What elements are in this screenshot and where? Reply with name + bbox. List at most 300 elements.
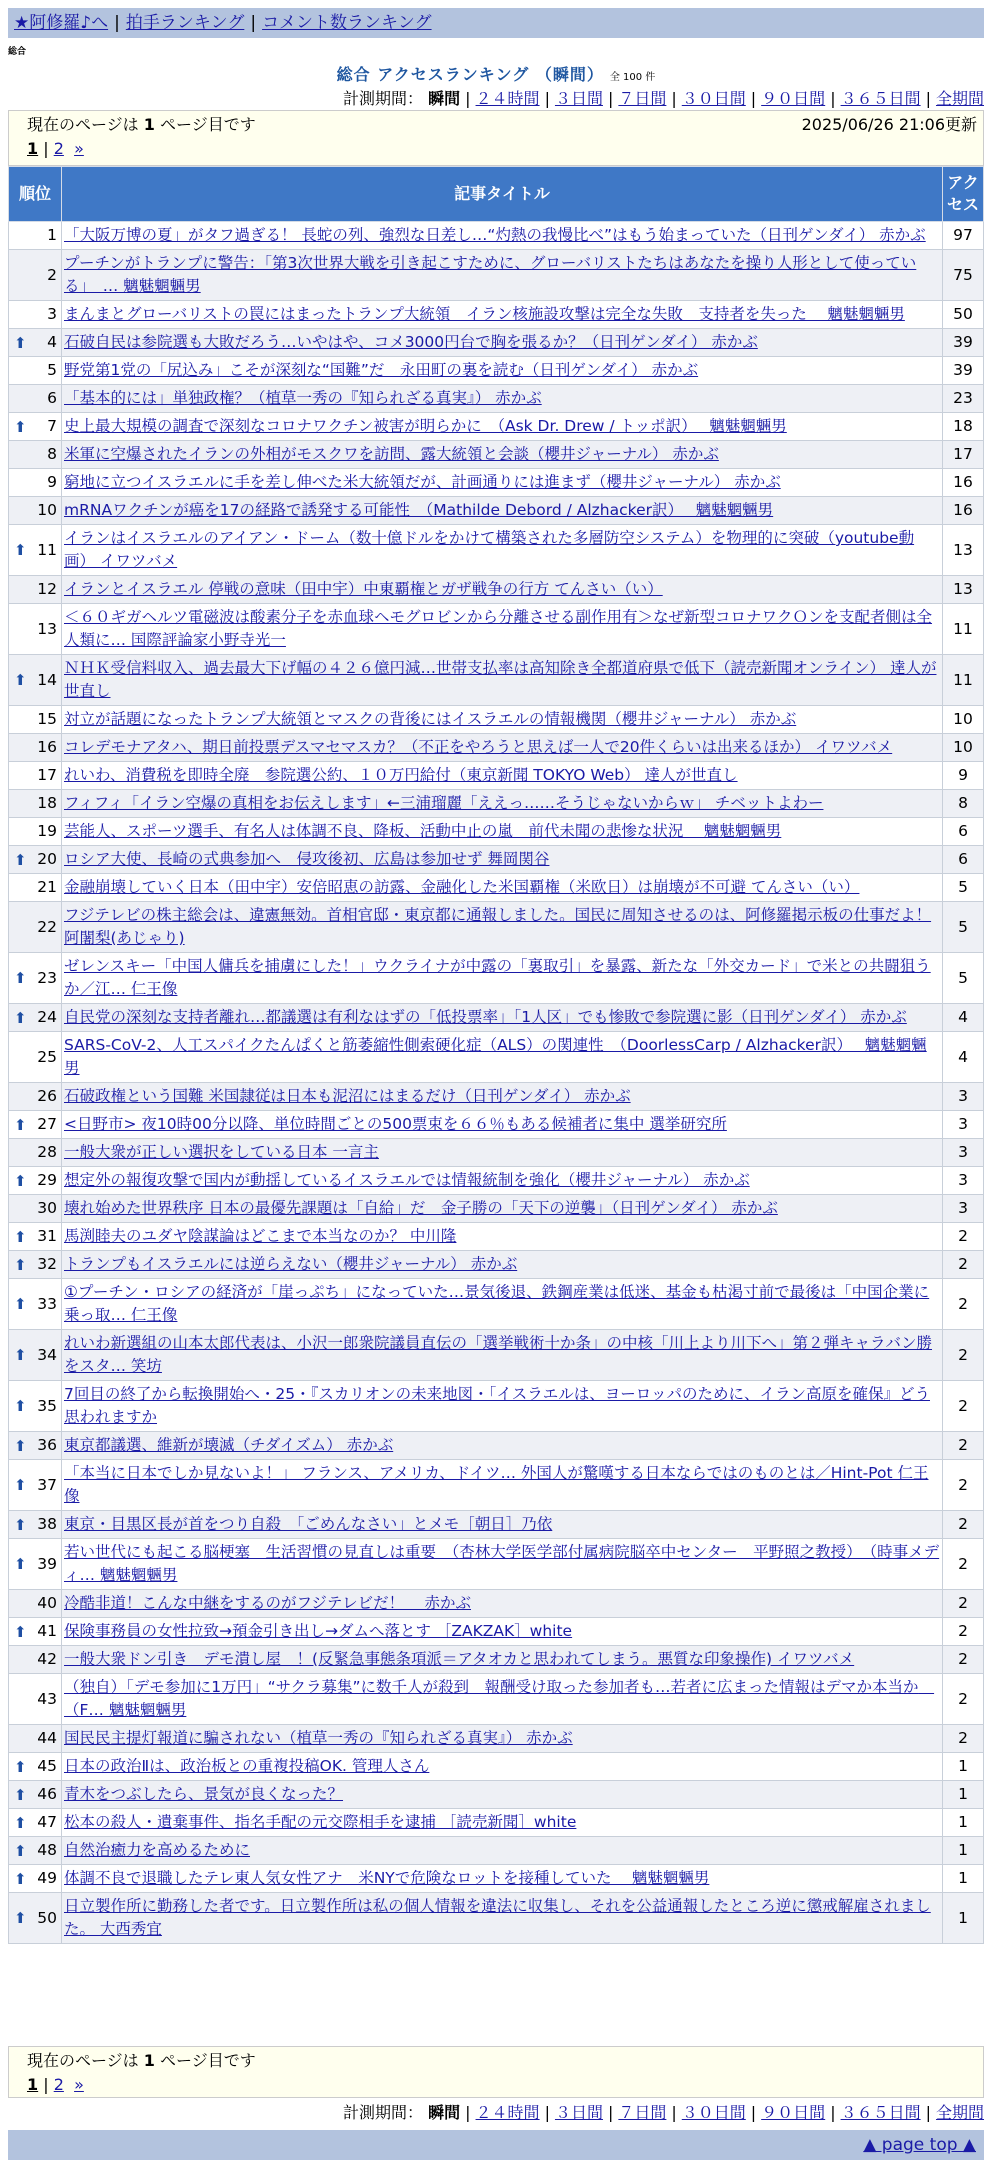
rank-number: 25 bbox=[37, 1047, 57, 1066]
title-cell bbox=[62, 1618, 943, 1646]
access-count: 2 bbox=[943, 1590, 984, 1618]
title-cell bbox=[62, 469, 943, 497]
title-cell bbox=[62, 846, 943, 874]
table-row bbox=[9, 1381, 984, 1432]
rank-up-arrow-icon: ⬆ bbox=[14, 671, 27, 689]
access-count: 2 bbox=[943, 1646, 984, 1674]
article-link[interactable]: 日本の政治Ⅱは、政治板との重複投稿OK. 管理人さん bbox=[64, 1757, 430, 1775]
article-link[interactable]: 体調不良で退職したテレ東人気女性アナ 米NYで危険なロットを接種していた 魑魅魍魎男 bbox=[64, 1869, 710, 1887]
pagination: 1 | 2 » bbox=[27, 2075, 84, 2094]
rank-number: 30 bbox=[37, 1199, 57, 1217]
access-count: 17 bbox=[943, 441, 984, 469]
period-selector-bottom: 計測期間： 瞬間 | ２４時間 | ３日間 | ７日間 | ３０日間 | ９０日間 | ３６５日間 | 全期間 bbox=[343, 2103, 984, 2122]
table-row bbox=[9, 846, 984, 874]
rank-number: 27 bbox=[37, 1115, 57, 1133]
rank-cell bbox=[9, 1460, 62, 1511]
title-cell bbox=[62, 1381, 943, 1432]
article-link[interactable]: 芸能人、スポーツ選手、有名人は体調不良、降板、活動中止の嵐 前代未聞の悲惨な状況 魑魅魍魎男 bbox=[64, 822, 782, 840]
rank-number: 36 bbox=[37, 1436, 57, 1454]
article-link[interactable]: SARS-CoV-2、人工スパイクたんぱくと筋萎縮性側索硬化症（ALS）の関連性 （DoorlessCarp / Alzhacker訳） 魑魅魍魎男 bbox=[64, 1036, 927, 1077]
access-count: 4 bbox=[943, 1004, 984, 1032]
rank-up-arrow-icon: ⬆ bbox=[14, 1255, 27, 1274]
article-link[interactable]: <日野市> 夜10時00分以降、単位時間ごとの500票束を６６％もある候補者に集中 選挙研究所 bbox=[64, 1115, 727, 1133]
rank-number: 34 bbox=[37, 1345, 57, 1364]
access-count: 3 bbox=[943, 1083, 984, 1111]
rank-number: 12 bbox=[37, 580, 57, 598]
table-row bbox=[9, 222, 984, 250]
rank-up-arrow-icon: ⬆ bbox=[14, 1555, 27, 1573]
rank-number: 16 bbox=[37, 738, 57, 756]
article-link[interactable]: 壊れ始めた世界秩序 日本の最優先課題は「自給」だ 金子勝の「天下の逆襲」（日刊ゲンダイ） 赤かぶ bbox=[64, 1199, 778, 1217]
article-link[interactable]: ゼレンスキー「中国人傭兵を捕虜にした！」ウクライナが中露の「裏取引」を暴露、新たな「外交カード」で米との共闘狙うか／江… 仁王像 bbox=[64, 957, 931, 998]
next-page-link[interactable]: » bbox=[74, 139, 84, 158]
table-row bbox=[9, 497, 984, 525]
title-cell bbox=[62, 1460, 943, 1511]
title-cell bbox=[62, 250, 943, 301]
period-7d-link[interactable]: ７日間 bbox=[618, 2103, 667, 2122]
article-link[interactable]: 保険事務員の女性拉致→預金引き出し→ダムへ落とす ［ZAKZAK］white bbox=[64, 1622, 573, 1640]
rank-cell bbox=[9, 1893, 62, 1944]
title-cell bbox=[62, 1330, 943, 1381]
period-24h-link[interactable]: ２４時間 bbox=[475, 89, 540, 108]
rank-up-arrow-icon: ⬆ bbox=[14, 1515, 27, 1534]
table-row bbox=[9, 357, 984, 385]
access-count: 16 bbox=[943, 497, 984, 525]
article-link[interactable]: 若い世代にも起こる脳梗塞 生活習慣の見直しは重要 （杏林大学医学部付属病院脳卒中センター 平野照之教授） （時事メディ… 魑魅魍魎男 bbox=[64, 1543, 940, 1584]
rank-number: 7 bbox=[47, 417, 57, 435]
period-30d-link[interactable]: ３０日間 bbox=[681, 2103, 746, 2122]
table-row bbox=[9, 329, 984, 357]
rank-cell bbox=[9, 1646, 62, 1674]
pager-bottom bbox=[8, 2046, 984, 2098]
title-cell bbox=[62, 818, 943, 846]
table-row bbox=[9, 953, 984, 1004]
article-link[interactable]: 馬渕睦夫のユダヤ陰謀論はどこまで本当なのか？ 中川隆 bbox=[64, 1227, 457, 1245]
access-count: 2 bbox=[943, 1223, 984, 1251]
access-count: 13 bbox=[943, 576, 984, 604]
table-row bbox=[9, 1725, 984, 1753]
rank-number: 31 bbox=[37, 1227, 57, 1245]
table-row bbox=[9, 1865, 984, 1893]
rank-number: 41 bbox=[37, 1622, 57, 1640]
table-row bbox=[9, 1590, 984, 1618]
access-count: 2 bbox=[943, 1539, 984, 1590]
table-row bbox=[9, 1674, 984, 1725]
period-90d-link[interactable]: ９０日間 bbox=[761, 2103, 826, 2122]
col-title-header: 記事タイトル bbox=[62, 167, 943, 222]
article-link[interactable]: れいわ、消費税を即時全廃 参院選公約、１０万円給付（東京新聞 TOKYO Web） 達人が世直し bbox=[64, 766, 738, 784]
rank-number: 38 bbox=[37, 1515, 57, 1533]
title-cell bbox=[62, 655, 943, 706]
page-2-link[interactable]: 2 bbox=[53, 139, 64, 158]
title-cell bbox=[62, 1646, 943, 1674]
article-link[interactable]: 「本当に日本でしか見ないよ！」 フランス、アメリカ、ドイツ… 外国人が驚嘆する日本ならではのものとは／Hint-Pot 仁王像 bbox=[64, 1464, 929, 1505]
rank-cell bbox=[9, 790, 62, 818]
rank-cell bbox=[9, 1511, 62, 1539]
nav-separator: | bbox=[114, 13, 120, 33]
period-3d-link[interactable]: ３日間 bbox=[554, 2103, 603, 2122]
access-count: 2 bbox=[943, 1511, 984, 1539]
table-row bbox=[9, 1539, 984, 1590]
page-2-link[interactable]: 2 bbox=[53, 2075, 64, 2094]
access-count: 11 bbox=[943, 655, 984, 706]
ranking-body bbox=[9, 222, 984, 1944]
access-count: 1 bbox=[943, 1865, 984, 1893]
rank-up-arrow-icon: ⬆ bbox=[14, 850, 27, 869]
table-row bbox=[9, 762, 984, 790]
table-row bbox=[9, 1646, 984, 1674]
ranking-table bbox=[8, 166, 984, 1944]
access-count: 39 bbox=[943, 329, 984, 357]
access-count: 2 bbox=[943, 1381, 984, 1432]
access-count: 5 bbox=[943, 953, 984, 1004]
period-all-link[interactable]: 全期間 bbox=[935, 89, 984, 108]
article-link[interactable]: トランプもイスラエルには逆らえない（櫻井ジャーナル） 赤かぶ bbox=[64, 1255, 518, 1273]
table-row bbox=[9, 706, 984, 734]
title-cell bbox=[62, 762, 943, 790]
rank-cell bbox=[9, 1725, 62, 1753]
article-link[interactable]: 一般大衆ドン引き デモ潰し屋 ！(反緊急事態条項派＝アタオカと思われてしまう。悪質な印象操作) イワツバメ bbox=[64, 1650, 855, 1668]
access-count: 18 bbox=[943, 413, 984, 441]
table-row bbox=[9, 1330, 984, 1381]
rank-number: 43 bbox=[37, 1689, 57, 1708]
rank-cell bbox=[9, 469, 62, 497]
title-cell bbox=[62, 953, 943, 1004]
article-link[interactable]: 野党第1党の「尻込み」こそが深刻な“国難”だ 永田町の裏を読む（日刊ゲンダイ） 赤かぶ bbox=[64, 361, 699, 379]
article-link[interactable]: れいわ新選組の山本太郎代表は、小沢一郎衆院議員直伝の「選挙戦術十か条」の中核「川上より川下へ」第２弾キャラバン勝をスタ… 笑坊 bbox=[64, 1334, 933, 1375]
table-row bbox=[9, 655, 984, 706]
rank-up-arrow-icon: ⬆ bbox=[14, 1008, 27, 1027]
rank-number: 24 bbox=[37, 1008, 57, 1026]
section-label: 総合 bbox=[8, 47, 27, 57]
access-count: 11 bbox=[943, 604, 984, 655]
table-row bbox=[9, 525, 984, 576]
rank-up-arrow-icon: ⬆ bbox=[14, 1785, 27, 1804]
article-link[interactable]: 東京都議選、維新が壊滅（チダイズム） 赤かぶ bbox=[64, 1436, 394, 1454]
rank-number: 37 bbox=[37, 1475, 57, 1494]
title-cell bbox=[62, 1865, 943, 1893]
title-cell bbox=[62, 1753, 943, 1781]
rank-cell bbox=[9, 1004, 62, 1032]
title-cell bbox=[62, 1139, 943, 1167]
access-count: 1 bbox=[943, 1893, 984, 1944]
access-count: 13 bbox=[943, 525, 984, 576]
article-link[interactable]: 石破自民は参院選も大敗だろう…いやはや、コメ3000円台で胸を張るか？（日刊ゲンダイ） 赤かぶ bbox=[64, 333, 758, 351]
rank-up-arrow-icon: ⬆ bbox=[14, 417, 27, 436]
access-count: 3 bbox=[943, 1195, 984, 1223]
rank-number: 40 bbox=[37, 1594, 57, 1612]
article-link[interactable]: ＜６０ギガヘルツ電磁波は酸素分子を赤血球ヘモグロビンから分離させる副作用有＞なぜ新型コロナワクＯンを支配者側は全人類に… 国際評論家小野寺光一 bbox=[64, 608, 933, 649]
rank-number: 5 bbox=[47, 361, 57, 379]
rank-number: 48 bbox=[37, 1841, 57, 1859]
rank-cell bbox=[9, 1330, 62, 1381]
table-row bbox=[9, 1139, 984, 1167]
rank-number: 19 bbox=[37, 822, 57, 840]
rank-number: 2 bbox=[47, 265, 57, 284]
rank-up-arrow-icon: ⬆ bbox=[14, 1841, 27, 1860]
title-cell bbox=[62, 1004, 943, 1032]
page-top-link[interactable]: ▲ page top ▲ bbox=[863, 2135, 976, 2155]
access-count: 1 bbox=[943, 1837, 984, 1865]
access-count: 3 bbox=[943, 1139, 984, 1167]
article-link[interactable]: 窮地に立つイスラエルに手を差し伸べた米大統領だが、計画通りには進まず（櫻井ジャーナル） 赤かぶ bbox=[64, 473, 781, 491]
rank-cell bbox=[9, 846, 62, 874]
period-24h-link[interactable]: ２４時間 bbox=[475, 2103, 540, 2122]
rank-cell bbox=[9, 902, 62, 953]
rank-number: 49 bbox=[37, 1869, 57, 1887]
period-current: 瞬間 bbox=[428, 89, 461, 108]
period-7d-link[interactable]: ７日間 bbox=[618, 89, 667, 108]
title-cell bbox=[62, 413, 943, 441]
title-cell bbox=[62, 441, 943, 469]
rank-cell bbox=[9, 604, 62, 655]
table-row bbox=[9, 1618, 984, 1646]
article-link[interactable]: 日立製作所に勤務した者です。日立製作所は私の個人情報を違法に収集し、それを公益通報したところ逆に懲戒解雇されました。 大西秀宜 bbox=[64, 1897, 931, 1938]
article-link[interactable]: まんまとグローバリストの罠にはまったトランプ大統領 イラン核施設攻撃は完全な失敗 支持者を失った 魑魅魍魎男 bbox=[64, 305, 905, 323]
article-link[interactable]: 史上最大規模の調査で深刻なコロナワクチン被害が明らかに （Ask Dr. Drew / トッポ訳） 魑魅魍魎男 bbox=[64, 417, 787, 435]
article-link[interactable]: ①プーチン・ロシアの経済が「崖っぷち」になっていた…景気後退、鉄鋼産業は低迷、基金も枯渇寸前で最後は「中国企業に乗っ取… 仁王像 bbox=[64, 1283, 930, 1324]
rank-cell bbox=[9, 734, 62, 762]
title-cell bbox=[62, 790, 943, 818]
page-1-current: 1 bbox=[27, 2075, 39, 2094]
rank-up-arrow-icon: ⬆ bbox=[14, 1436, 27, 1455]
table-row bbox=[9, 1032, 984, 1083]
rank-cell bbox=[9, 1590, 62, 1618]
title-cell bbox=[62, 874, 943, 902]
title-cell bbox=[62, 1083, 943, 1111]
rank-number: 35 bbox=[37, 1396, 57, 1415]
rank-cell bbox=[9, 497, 62, 525]
access-count: 2 bbox=[943, 1279, 984, 1330]
title-cell bbox=[62, 1251, 943, 1279]
rank-number: 44 bbox=[37, 1729, 57, 1747]
article-link[interactable]: 「基本的には」単独政権？（植草一秀の『知られざる真実』） 赤かぶ bbox=[64, 389, 542, 407]
article-link[interactable]: ＮＨＫ受信料収入、過去最大下げ幅の４２６億円減…世帯支払率は高知除き全都道府県で低下（読売新聞オンライン） 達人が世直し bbox=[64, 659, 937, 700]
title-cell bbox=[62, 706, 943, 734]
access-count: 10 bbox=[943, 706, 984, 734]
title-cell bbox=[62, 1809, 943, 1837]
table-row bbox=[9, 1511, 984, 1539]
rank-number: 6 bbox=[47, 389, 57, 407]
article-link[interactable]: 金融崩壊していく日本（田中宇）安倍昭恵の訪露、金融化した米国覇権（米欧日）は崩壊が不可避 てんさい（い） bbox=[64, 878, 860, 896]
rank-cell bbox=[9, 1139, 62, 1167]
access-count: 5 bbox=[943, 874, 984, 902]
article-link[interactable]: 一般大衆が正しい選択をしている日本 一言主 bbox=[64, 1143, 379, 1161]
title-cell bbox=[62, 1279, 943, 1330]
title-cell bbox=[62, 1674, 943, 1725]
table-row bbox=[9, 818, 984, 846]
rank-cell bbox=[9, 762, 62, 790]
rank-cell bbox=[9, 655, 62, 706]
period-3d-link[interactable]: ３日間 bbox=[554, 89, 603, 108]
table-row bbox=[9, 1432, 984, 1460]
rank-cell bbox=[9, 1618, 62, 1646]
title-cell bbox=[62, 1223, 943, 1251]
title-cell bbox=[62, 222, 943, 250]
table-row bbox=[9, 250, 984, 301]
rank-number: 22 bbox=[37, 917, 57, 936]
clap-ranking-link[interactable]: 拍手ランキング bbox=[125, 13, 245, 33]
bottom-bar bbox=[8, 2130, 984, 2160]
article-link[interactable]: 「大阪万博の夏」がタフ過ぎる！ 長蛇の列、強烈な日差し…“灼熱の我慢比べ”はもう始まっていた（日刊ゲンダイ） 赤かぶ bbox=[64, 226, 926, 244]
rank-up-arrow-icon: ⬆ bbox=[14, 541, 27, 559]
title-cell bbox=[62, 902, 943, 953]
rank-number: 45 bbox=[37, 1757, 57, 1775]
rank-number: 14 bbox=[37, 670, 57, 689]
updated-timestamp: 2025/06/26 21:06更新 bbox=[801, 115, 977, 134]
title-cell bbox=[62, 734, 943, 762]
article-link[interactable]: イランとイスラエル 停戦の意味（田中宇）中東覇権とガザ戦争の行方 てんさい（い） bbox=[64, 580, 663, 598]
rank-number: 42 bbox=[37, 1650, 57, 1668]
title-cell bbox=[62, 525, 943, 576]
article-link[interactable]: フィフィ「イラン空爆の真相をお伝えします」←三浦瑠麗「ええっ……そうじゃないからｗ」 チベットよわー bbox=[64, 794, 824, 812]
access-count: 16 bbox=[943, 469, 984, 497]
rank-cell bbox=[9, 1432, 62, 1460]
rank-up-arrow-icon: ⬆ bbox=[14, 1813, 27, 1832]
home-link[interactable]: ★阿修羅♪へ bbox=[14, 13, 109, 33]
access-count: 2 bbox=[943, 1725, 984, 1753]
rank-cell bbox=[9, 222, 62, 250]
page-title: 総合 アクセスランキング （瞬間） bbox=[336, 65, 604, 84]
article-link[interactable]: 冷酷非道！こんな中継をするのがフジテレビだ！ 赤かぶ bbox=[64, 1594, 471, 1612]
table-row bbox=[9, 576, 984, 604]
rank-cell bbox=[9, 1539, 62, 1590]
table-row bbox=[9, 790, 984, 818]
rank-up-arrow-icon: ⬆ bbox=[14, 1227, 27, 1246]
rank-cell bbox=[9, 818, 62, 846]
article-link[interactable]: 国民民主提灯報道に騙されない（植草一秀の『知られざる真実』） 赤かぶ bbox=[64, 1729, 573, 1747]
table-row bbox=[9, 1167, 984, 1195]
title-cell bbox=[62, 1539, 943, 1590]
rank-cell bbox=[9, 1223, 62, 1251]
rank-number: 26 bbox=[37, 1087, 57, 1105]
access-count: 2 bbox=[943, 1618, 984, 1646]
rank-cell bbox=[9, 357, 62, 385]
article-link[interactable]: mRNAワクチンが癌を17の経路で誘発する可能性 （Mathilde Debord / Alzhacker訳） 魑魅魍魎男 bbox=[64, 501, 774, 519]
comment-ranking-link[interactable]: コメント数ランキング bbox=[262, 13, 432, 33]
article-link[interactable]: 松本の殺人・遺棄事件、指名手配の元交際相手を逮捕 ［読売新聞］white bbox=[64, 1813, 577, 1831]
article-link[interactable]: ロシア大使、長崎の式典参加へ 侵攻後初、広島は参加せず 舞岡関谷 bbox=[64, 850, 550, 868]
col-access-header: アクセス bbox=[943, 167, 984, 222]
access-count: 2 bbox=[943, 1330, 984, 1381]
rank-cell bbox=[9, 1674, 62, 1725]
page-title-block bbox=[0, 62, 992, 85]
table-header-row bbox=[9, 167, 984, 222]
rank-cell bbox=[9, 953, 62, 1004]
title-cell bbox=[62, 1725, 943, 1753]
period-365d-link[interactable]: ３６５日間 bbox=[840, 2103, 921, 2122]
col-rank-header: 順位 bbox=[9, 167, 62, 222]
rank-up-arrow-icon: ⬆ bbox=[14, 333, 27, 352]
period-365d-link[interactable]: ３６５日間 bbox=[840, 89, 921, 108]
table-row bbox=[9, 1279, 984, 1330]
rank-number: 23 bbox=[37, 968, 57, 987]
access-count: 2 bbox=[943, 1432, 984, 1460]
table-row bbox=[9, 902, 984, 953]
rank-cell bbox=[9, 1032, 62, 1083]
title-cell bbox=[62, 1590, 943, 1618]
title-cell bbox=[62, 1032, 943, 1083]
article-link[interactable]: 自民党の深刻な支持者離れ…都議選は有利なはずの「低投票率」「1人区」でも惨敗で参院選に影（日刊ゲンダイ） 赤かぶ bbox=[64, 1008, 907, 1026]
access-count: 1 bbox=[943, 1809, 984, 1837]
current-page-text: 現在のページは 1 ページ目です bbox=[27, 115, 256, 134]
table-row bbox=[9, 1753, 984, 1781]
access-count: 9 bbox=[943, 762, 984, 790]
rank-cell bbox=[9, 329, 62, 357]
article-link[interactable]: プーチンがトランプに警告：「第3次世界大戦を引き起こすために、グローバリストたちはあなたを操り人形として使っている」 … 魑魅魍魎男 bbox=[64, 254, 917, 295]
article-link[interactable]: 石破政権という国難 米国隷従は日本も泥沼にはまるだけ（日刊ゲンダイ） 赤かぶ bbox=[64, 1087, 631, 1105]
rank-up-arrow-icon: ⬆ bbox=[14, 1295, 27, 1313]
article-link[interactable]: イランはイスラエルのアイアン・ドーム（数十億ドルをかけて構築された多層防空システム）を物理的に突破（youtube動画） イワツバメ bbox=[64, 529, 915, 570]
title-cell bbox=[62, 301, 943, 329]
rank-cell bbox=[9, 1781, 62, 1809]
period-30d-link[interactable]: ３０日間 bbox=[681, 89, 746, 108]
rank-up-arrow-icon: ⬆ bbox=[14, 1115, 27, 1134]
access-count: 4 bbox=[943, 1032, 984, 1083]
article-link[interactable]: （独自）「デモ参加に1万円」“サクラ募集”に数千人が殺到 報酬受け取った参加者も…若者に広まった情報はデマか本当か （F… 魑魅魍魎男 bbox=[64, 1678, 935, 1719]
article-link[interactable]: 米軍に空爆されたイランの外相がモスクワを訪問、露大統領と会談（櫻井ジャーナル） 赤かぶ bbox=[64, 445, 719, 463]
access-count: 3 bbox=[943, 1111, 984, 1139]
rank-cell bbox=[9, 1809, 62, 1837]
rank-cell bbox=[9, 874, 62, 902]
table-row bbox=[9, 1223, 984, 1251]
period-all-link[interactable]: 全期間 bbox=[935, 2103, 984, 2122]
rank-number: 4 bbox=[47, 333, 57, 351]
rank-number: 46 bbox=[37, 1785, 57, 1803]
next-page-link[interactable]: » bbox=[74, 2075, 84, 2094]
rank-cell bbox=[9, 301, 62, 329]
access-count: 23 bbox=[943, 385, 984, 413]
rank-up-arrow-icon: ⬆ bbox=[14, 969, 27, 987]
article-link[interactable]: コレデモナアタハ、期日前投票デスマセマスカ？（不正をやろうと思えば一人で20件くらいは出来るほか） イワツバメ bbox=[64, 738, 893, 756]
article-link[interactable]: 7回目の終了から転換開始へ・25・『スカリオンの未来地図・「イスラエルは、ヨーロッパのために、イラン高原を確保』どう思われますか bbox=[64, 1385, 930, 1426]
article-link[interactable]: 東京・目黒区長が首をつり自殺 「ごめんなさい」とメモ［朝日］乃依 bbox=[64, 1515, 553, 1533]
table-row bbox=[9, 413, 984, 441]
article-link[interactable]: 青木をつぶしたら、景気が良くなった？ bbox=[64, 1785, 344, 1803]
access-count: 1 bbox=[943, 1753, 984, 1781]
article-link[interactable]: 自然治癒力を高めるために bbox=[64, 1841, 251, 1859]
title-cell bbox=[62, 329, 943, 357]
rank-up-arrow-icon: ⬆ bbox=[14, 1622, 27, 1641]
access-count: 8 bbox=[943, 790, 984, 818]
title-cell bbox=[62, 1511, 943, 1539]
rank-up-arrow-icon: ⬆ bbox=[14, 1346, 27, 1364]
rank-up-arrow-icon: ⬆ bbox=[14, 1476, 27, 1494]
table-row bbox=[9, 1460, 984, 1511]
rank-number: 21 bbox=[37, 878, 57, 896]
period-90d-link[interactable]: ９０日間 bbox=[761, 89, 826, 108]
rank-number: 13 bbox=[37, 619, 57, 638]
title-cell bbox=[62, 497, 943, 525]
access-count: 6 bbox=[943, 818, 984, 846]
rank-number: 33 bbox=[37, 1294, 57, 1313]
rank-cell bbox=[9, 1753, 62, 1781]
article-link[interactable]: 想定外の報復攻撃で国内が動揺しているイスラエルでは情報統制を強化（櫻井ジャーナル） 赤かぶ bbox=[64, 1171, 750, 1189]
access-count: 5 bbox=[943, 902, 984, 953]
access-count: 2 bbox=[943, 1251, 984, 1279]
rank-up-arrow-icon: ⬆ bbox=[14, 1869, 27, 1888]
article-link[interactable]: フジテレビの株主総会は、違憲無効。首相官邸・東京都に通報しました。国民に周知させるのは、阿修羅掲示板の仕事だよ！ 阿闍梨(あじゃり) bbox=[64, 906, 932, 947]
table-row bbox=[9, 441, 984, 469]
rank-cell bbox=[9, 525, 62, 576]
table-row bbox=[9, 734, 984, 762]
rank-number: 17 bbox=[37, 766, 57, 784]
table-row bbox=[9, 1004, 984, 1032]
title-cell bbox=[62, 576, 943, 604]
article-link[interactable]: 対立が話題になったトランプ大統領とマスクの背後にはイスラエルの情報機関（櫻井ジャーナル） 赤かぶ bbox=[64, 710, 797, 728]
table-row bbox=[9, 1083, 984, 1111]
title-cell bbox=[62, 604, 943, 655]
